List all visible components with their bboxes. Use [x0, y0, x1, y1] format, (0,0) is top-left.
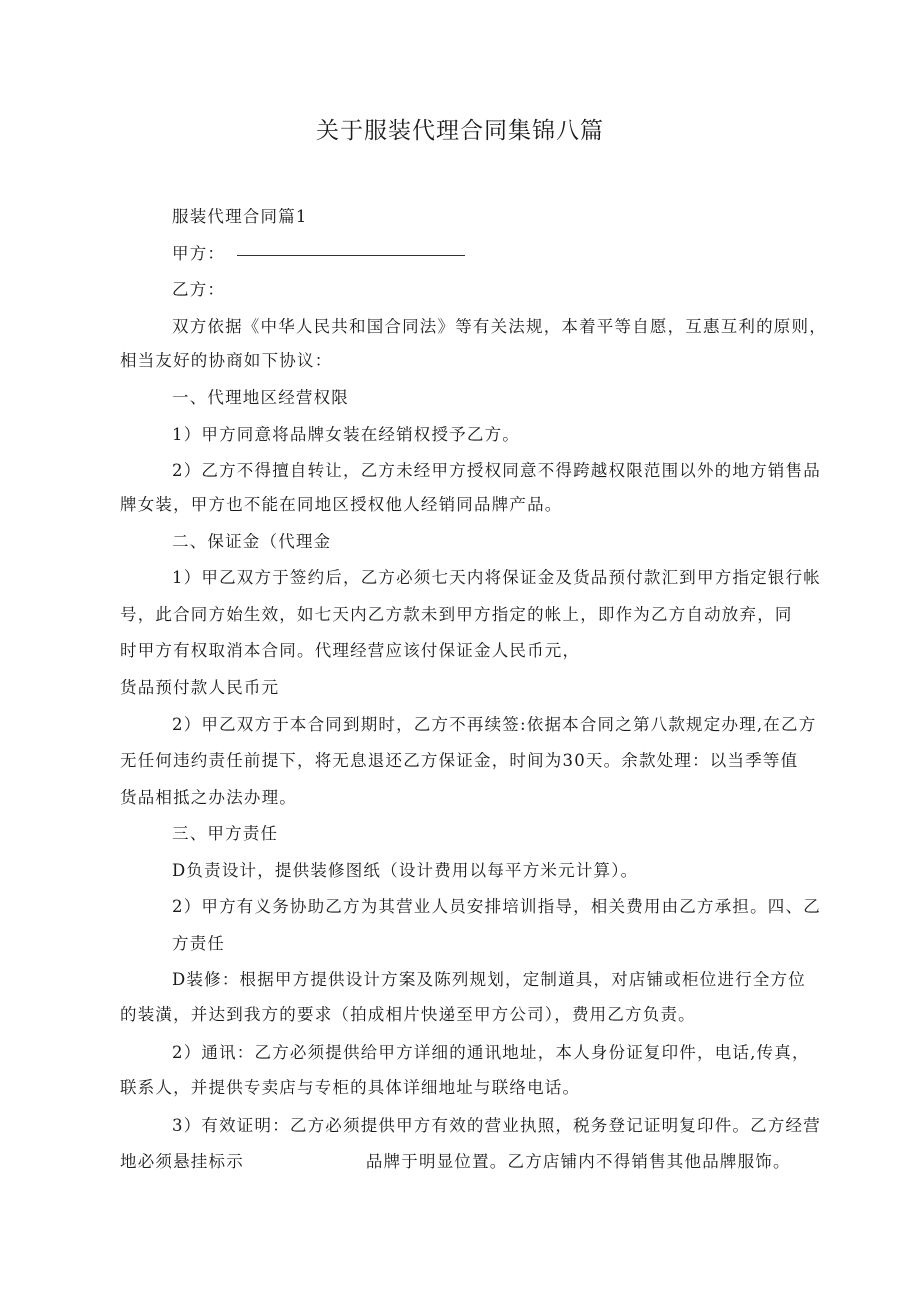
s2-heading: 二、保证金（代理金: [172, 532, 332, 551]
s1-item-2-line-1: 2）乙方不得擅自转让，乙方未经甲方授权同意不得跨越权限范围以外的地方销售品: [172, 461, 821, 480]
party-b-label: 乙方：: [172, 280, 226, 299]
s2-item-1-line-3: 时甲方有权取消本合同。代理经营应该付保证金人民币元，: [120, 641, 581, 660]
party-a-line: [172, 240, 465, 264]
s3-heading: 三、甲方责任: [172, 824, 279, 843]
party-a-label: 甲方：: [172, 244, 226, 263]
s2-item-1-line-2: 号，此合同方始生效，如七天内乙方款未到甲方指定的帐上，即作为乙方自动放弃，同: [120, 605, 793, 624]
document-title: 关于服装代理合同集锦八篇: [316, 118, 604, 144]
party-a-blank-line: [237, 254, 465, 256]
s2-item-1-line-1: 1）甲乙双方于签约后，乙方必须七天内将保证金及货品预付款汇到甲方指定银行帐: [172, 568, 821, 587]
s1-item-1: 1）甲方同意将品牌女装在经销权授予乙方。: [172, 425, 520, 444]
s4-item-3-line-2: [120, 1148, 791, 1172]
section-heading: 服装代理合同篇1: [172, 207, 308, 226]
s4-item-3-line-2-part-a: 地必须悬挂标示: [120, 1152, 244, 1171]
intro-line-2: 相当友好的协商如下协议：: [120, 351, 333, 370]
s2-item-1-line-4: 货品预付款人民币元: [120, 678, 280, 697]
s4-item-2-line-1: 2）通讯：乙方必须提供给甲方详细的通讯地址，本人身份证复印件，电话,传真，: [172, 1043, 810, 1062]
s3-item-2-line-1: 2）甲方有义务协助乙方为其营业人员安排培训指导，相关费用由乙方承担。四、乙: [172, 897, 821, 916]
s3-item-2-line-2: 方责任: [172, 934, 226, 953]
s1-heading: 一、代理地区经营权限: [172, 388, 349, 407]
intro-line-1: 双方依据《中华人民共和国合同法》等有关法规，本着平等自愿，互惠互利的原则，: [172, 317, 827, 336]
s4-item-2-line-2: 联系人，并提供专卖店与专柜的具体详细地址与联络电话。: [120, 1078, 581, 1097]
s4-item-3-line-1: 3）有效证明：乙方必须提供甲方有效的营业执照，税务登记证明复印件。乙方经营: [172, 1116, 821, 1135]
s4-item-1-line-1: D装修：根据甲方提供设计方案及陈列规划，定制道具，对店铺或柜位进行全方位: [172, 970, 806, 989]
s2-item-2-line-1: 2）甲乙双方于本合同到期时，乙方不再续签:依据本合同之第八款规定办理,在乙方: [172, 715, 817, 734]
s4-item-3-line-2-part-b: 品牌于明显位置。乙方店铺内不得销售其他品牌服饰。: [365, 1152, 791, 1171]
s2-item-2-line-2: 无任何违约责任前提下，将无息退还乙方保证金，时间为30天。余款处理：以当季等值: [120, 751, 799, 770]
s2-item-2-line-3: 货品相抵之办法办理。: [120, 788, 297, 807]
s1-item-2-line-2: 牌女装，甲方也不能在同地区授权他人经销同品牌产品。: [120, 495, 563, 514]
s4-item-1-line-2: 的装潢，并达到我方的要求（拍成相片快递至甲方公司），费用乙方负责。: [120, 1005, 696, 1024]
s3-item-1: D负责设计，提供装修图纸（设计费用以每平方米元计算）。: [172, 861, 639, 880]
